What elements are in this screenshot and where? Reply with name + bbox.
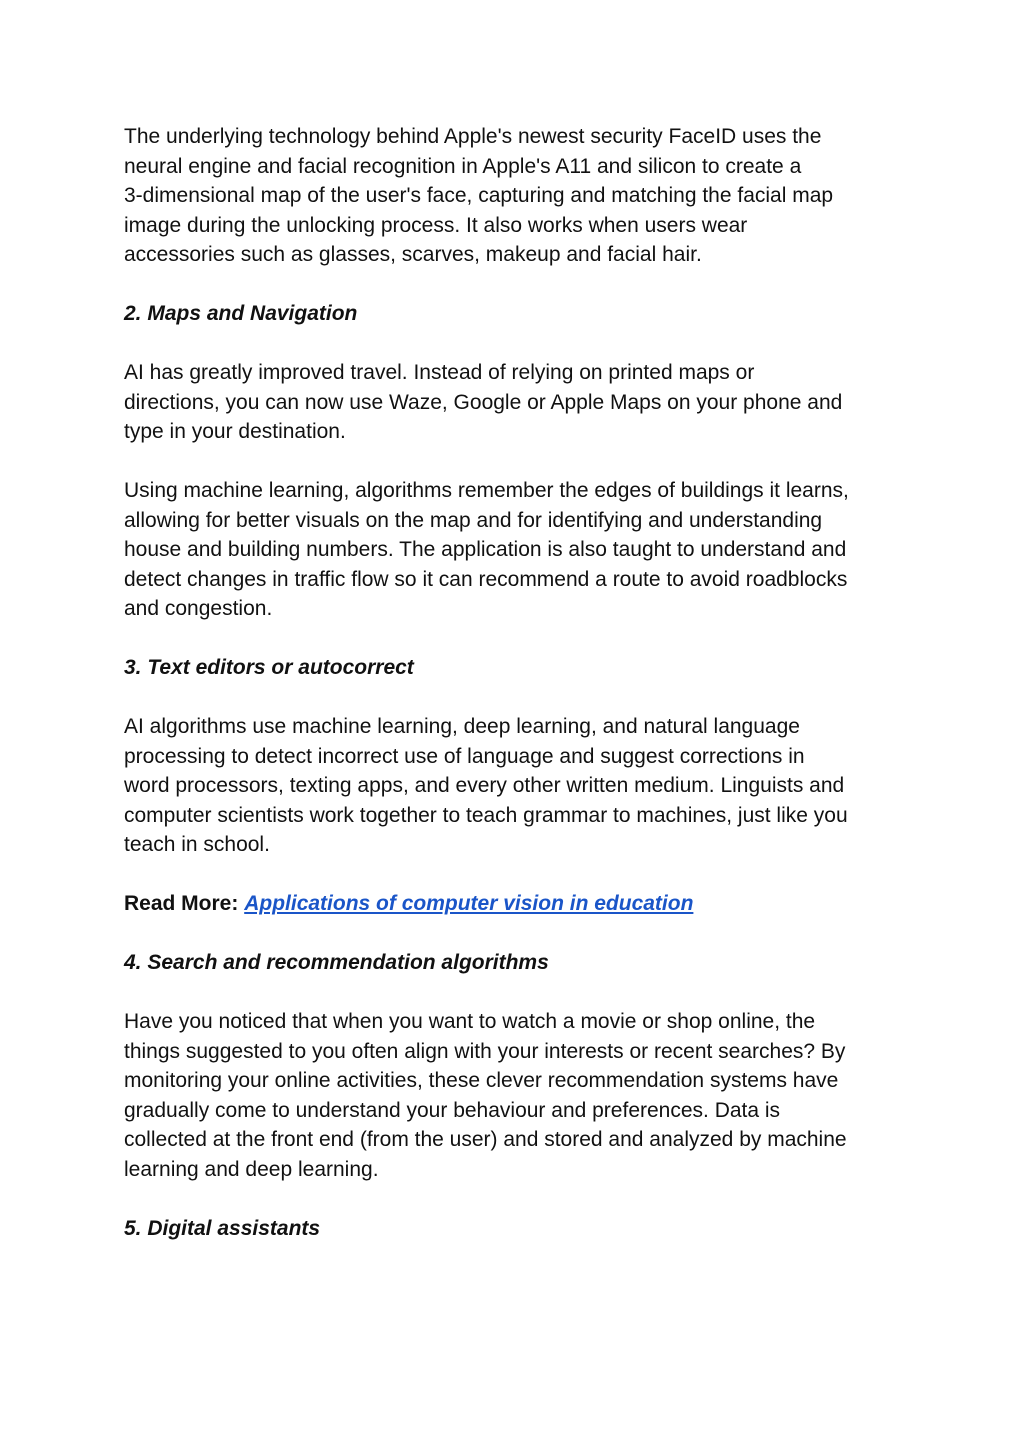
intro-paragraph: The underlying technology behind Apple's newest security FaceID uses the neural engine and facial recognition in Apple's A11 and silicon to create a 3-dimensional map of the user's face, capturing and matching the facial map image during the unlocking process. It also works when users wear accessories such as glasses, scarves, makeup and facial hair.: [124, 125, 834, 266]
read-more-line: [124, 889, 914, 919]
maps-paragraph-1: AI has greatly improved travel. Instead of relying on printed maps or directions, you can now use Waze, Google or Apple Maps on your phone and type in your destination.: [124, 361, 843, 443]
section-heading-search: 4. Search and recommendation algorithms: [124, 951, 549, 974]
section-heading-digital-assistants: 5. Digital assistants: [124, 1216, 321, 1240]
text-editors-paragraph: AI algorithms use machine learning, deep learning, and natural language processing to detect incorrect use of language and suggest corrections in word processors, texting apps, and every other written medium. Linguists and computer scientists work together to teach grammar to machines, just like you teach in school.: [124, 715, 848, 856]
maps-paragraph-2: Using machine learning, algorithms remember the edges of buildings it learns, allowing for better visuals on the map and for identifying and understanding house and building numbers. The application is also taught to understand and detect changes in traffic flow so it can recommend a route to avoid roadblocks and congestion.: [124, 479, 849, 620]
document-page: [124, 122, 914, 1273]
read-more-label: Read More:: [124, 892, 239, 915]
search-paragraph: Have you noticed that when you want to watch a movie or shop online, the things suggested to you often align with your interests or recent searches? By monitoring your online activities, these clever recommendation systems have gradually come to understand your behaviour and preferences. Data is collected at the front end (from the user) and stored and analyzed by machine learning and deep learning.: [124, 1010, 847, 1181]
section-heading-maps: 2. Maps and Navigation: [124, 302, 358, 325]
section-heading-text-editors: 3. Text editors or autocorrect: [124, 656, 414, 679]
read-more-link[interactable]: Applications of computer vision in education: [244, 892, 694, 915]
